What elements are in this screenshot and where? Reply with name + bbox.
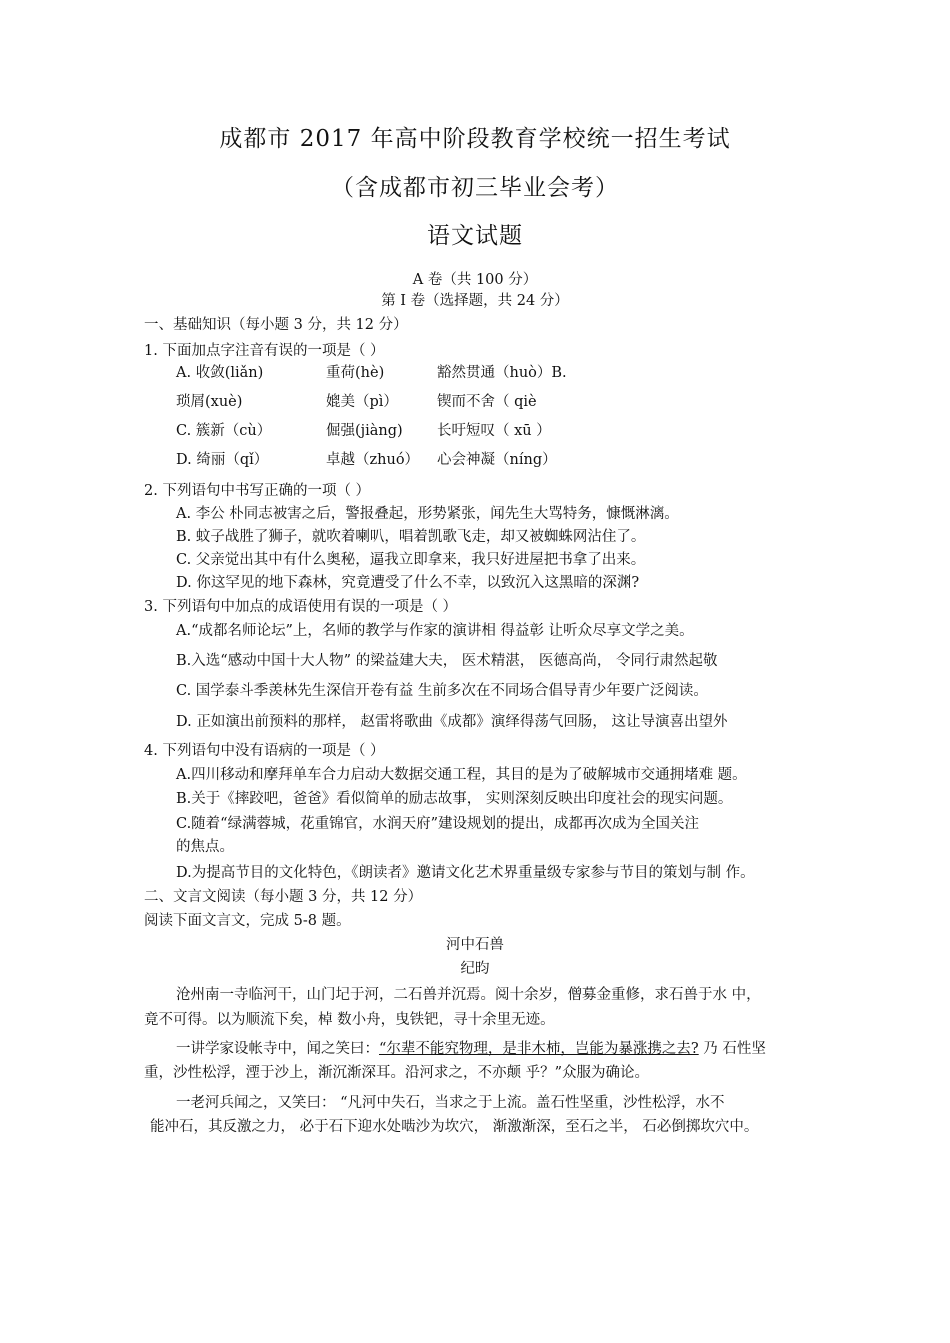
q1-stem: 1. 下面加点字注音有误的一项是（ ） xyxy=(144,343,385,359)
q1-line2-c: 锲而不舍（ qiè xyxy=(437,394,537,410)
passage-p2-line1-pre: 一讲学家设帐寺中，闻之笑曰： xyxy=(176,1041,379,1057)
section-one-heading: 一、基础知识（每小题 3 分，共 12 分） xyxy=(144,317,408,333)
q4-stem: 4. 下列语句中没有语病的一项是（ ） xyxy=(144,743,385,759)
q1-line1-c: 豁然贯通（huò）B. xyxy=(437,365,567,381)
part-one-heading: 第 I 卷（选择题，共 24 分） xyxy=(381,293,569,309)
q3-option-c: C. 国学泰斗季羡林先生深信开卷有益 生前多次在不同场合倡导青少年要广泛阅读。 xyxy=(176,683,708,699)
passage-p2-line1 xyxy=(176,1040,766,1058)
q3-option-d: D. 正如演出前预料的那样， 赵雷将歌曲《成都》演绎得荡气回肠， 这让导演喜出望外 xyxy=(176,714,728,730)
q3-stem: 3. 下列语句中加点的成语使用有误的一项是（ ） xyxy=(144,599,458,615)
q3-option-b: B.入选“感动中国十大人物” 的梁益建大夫， 医术精湛， 医德高尚， 令同行肃然起敬 xyxy=(176,653,718,669)
volume-a: A 卷（共 100 分） xyxy=(412,272,538,288)
q1-line4-c: 心会神凝（níng） xyxy=(437,452,557,468)
q4-option-d: D.为提高节目的文化特色，《朗读者》邀请文化艺术界重量级专家参与节目的策划与制 作。 xyxy=(176,865,755,881)
q1-line2-a: 琐屑(xuè) xyxy=(176,394,243,410)
passage-title: 河中石兽 xyxy=(446,937,504,953)
passage-p1-line2: 竟不可得。以为顺流下矣，棹 数小舟，曳铁钯，寻十余里无迹。 xyxy=(144,1012,555,1028)
section-two-intro: 阅读下面文言文，完成 5-8 题。 xyxy=(144,913,351,929)
q2-stem: 2. 下列语句中书写正确的一项（ ） xyxy=(144,483,371,499)
q2-option-a: A. 李公 朴同志被害之后，警报叠起，形势紧张，闻先生大骂特务，慷慨淋漓。 xyxy=(176,506,679,522)
q2-option-c: C. 父亲觉出其中有什么奥秘，逼我立即拿来，我只好进屋把书拿了出来。 xyxy=(176,552,646,568)
subject-title: 语文试题 xyxy=(427,223,523,249)
q1-line1-b: 重荷(hè) xyxy=(326,365,385,381)
passage-p2-line2: 重，沙性松浮，湮于沙上，渐沉渐深耳。沿河求之，不亦颠 乎？”众服为确论。 xyxy=(144,1065,650,1081)
section-two-heading: 二、文言文阅读（每小题 3 分，共 12 分） xyxy=(144,889,423,905)
passage-p2-underlined-sentence: “尔辈不能究物理，是非木柿，岂能为暴涨携之去? xyxy=(379,1041,699,1057)
q4-option-b: B.关于《摔跤吧，爸爸》看似简单的励志故事， 实则深刻反映出印度社会的现实问题。 xyxy=(176,791,733,807)
q4-option-c-line2: 的焦点。 xyxy=(176,839,234,855)
q1-line2-b: 媲美（pì） xyxy=(326,394,398,410)
q1-line3-c: 长吁短叹（ xū ） xyxy=(437,423,551,439)
q4-option-a: A.四川移动和摩拜单车合力启动大数据交通工程，其目的是为了破解城市交通拥堵难 题。 xyxy=(176,767,747,783)
q1-line4-a: D. 绮丽（qǐ） xyxy=(176,452,269,468)
q1-line3-a: C. 簇新（cù） xyxy=(176,423,272,439)
q3-option-a: A.“成都名师论坛”上，名师的教学与作家的演讲相 得益彰 让听众尽享文学之美。 xyxy=(176,623,694,639)
exam-subtitle: （含成都市初三毕业会考） xyxy=(331,175,619,201)
exam-title: 成都市 2017 年高中阶段教育学校统一招生考试 xyxy=(219,126,731,152)
q1-line4-b: 卓越（zhuó） xyxy=(326,452,420,468)
passage-p2-line1-post: 乃 石性坚 xyxy=(698,1041,766,1057)
q1-line1-a: A. 收敛(liǎn) xyxy=(176,365,264,381)
q4-option-c-line1: C.随着“绿满蓉城，花重锦官，水润天府”建设规划的提出，成都再次成为全国关注 xyxy=(176,816,700,832)
passage-p3-line2: 能冲石，其反激之力， 必于石下迎水处啮沙为坎穴， 渐激渐深，至石之半， 石必倒掷坎穴中。 xyxy=(150,1119,759,1135)
q2-option-d: D. 你这罕见的地下森林，究竟遭受了什么不幸，以致沉入这黑暗的深渊? xyxy=(176,575,640,591)
passage-p1-line1: 沧州南一寺临河干，山门圮于河，二石兽并沉焉。阅十余岁，僧募金重修，求石兽于水 中， xyxy=(176,987,761,1003)
q2-option-b: B. 蚊子战胜了狮子，就吹着喇叭，唱着凯歌飞走，却又被蜘蛛网沾住了。 xyxy=(176,529,646,545)
q1-line3-b: 倔强(jiàng) xyxy=(326,423,403,439)
passage-author: 纪昀 xyxy=(460,961,490,977)
passage-p3-line1: 一老河兵闻之，又笑曰： “凡河中失石，当求之于上流。盖石性坚重，沙性松浮，水不 xyxy=(176,1095,725,1111)
